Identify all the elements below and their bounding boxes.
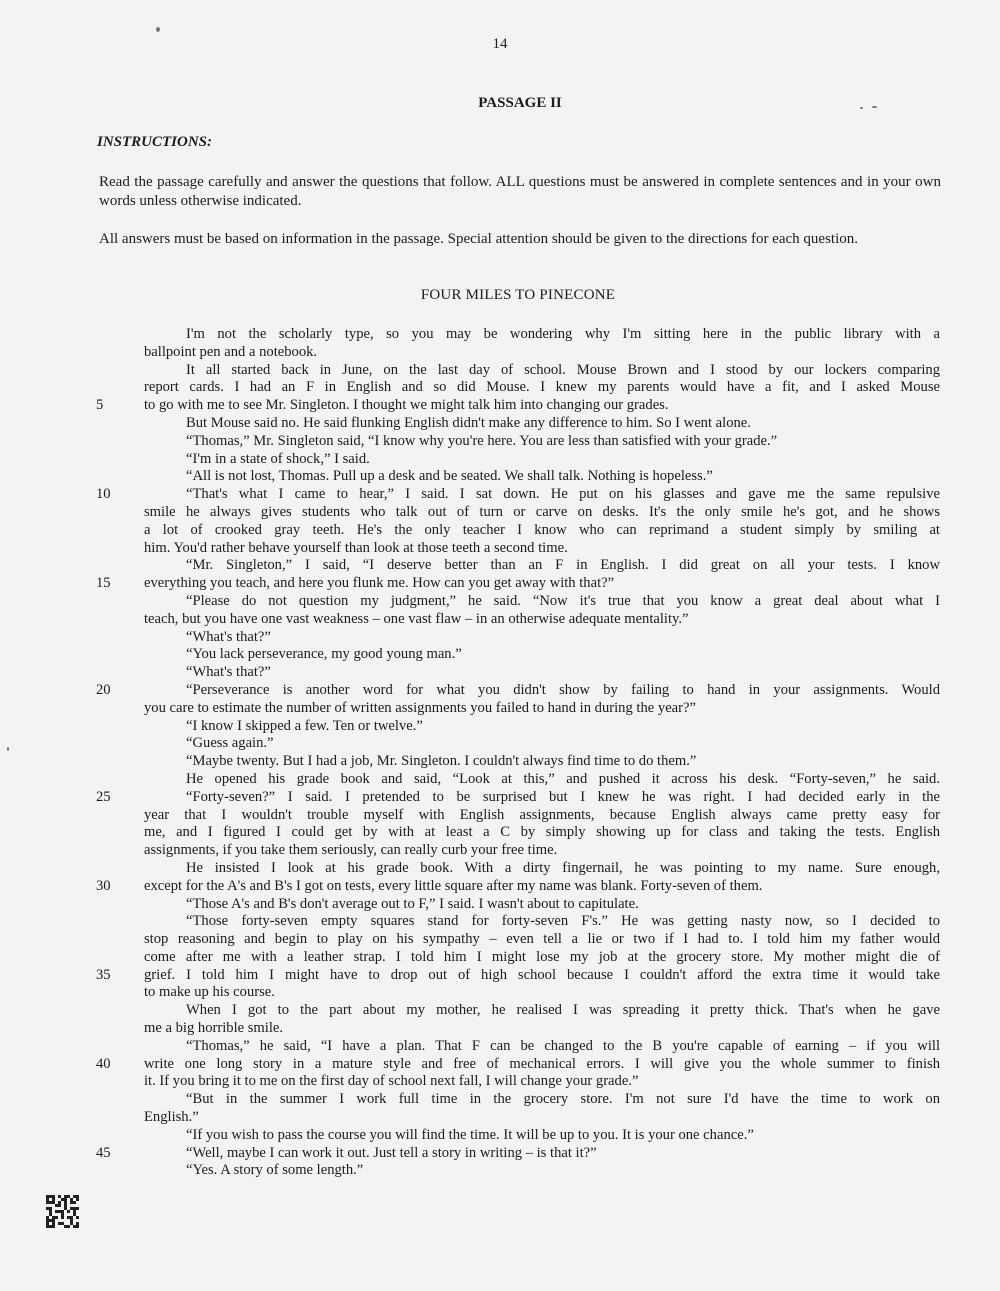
story-line: “Well, maybe I can work it out. Just tell a story in writing – is that it?” — [186, 1144, 597, 1161]
line-number: 35 — [96, 966, 111, 983]
instructions-paragraph-2: All answers must be based on information in the passage. Special attention should be given to the directions for each question. — [99, 231, 858, 247]
story-line: to go with me to see Mr. Singleton. I thought we might talk him into changing our grades. — [144, 397, 669, 414]
story-line: “I know I skipped a few. Ten or twelve.” — [186, 717, 423, 734]
story-line: except for the A's and B's I got on tests, every little square after my name was blank. Forty-seven of them. — [144, 877, 763, 894]
story-line: write one long story in a mature style and free of mechanical errors. I will give you the whole summer to finish — [144, 1055, 940, 1072]
story-line: “Those A's and B's don't average out to F,” I said. I wasn't about to capitulate. — [186, 895, 639, 912]
story-title: FOUR MILES TO PINECONE — [420, 287, 616, 303]
line-number: 5 — [96, 397, 104, 414]
line-number: 25 — [96, 788, 111, 805]
story-line: “Thomas,” he said, “I have a plan. That F can be changed to the B you're capable of earning – if you will — [186, 1037, 940, 1054]
line-number: 30 — [96, 877, 111, 894]
story-line: everything you teach, and here you flunk me. How can you get away with that?” — [144, 575, 615, 592]
story-line: “Forty-seven?” I said. I pretended to be surprised but I knew he was right. I had decided early in the — [186, 788, 940, 805]
story-line: “But in the summer I work full time in the grocery store. I'm not sure I'd have the time to work on — [186, 1091, 940, 1108]
story-line: ballpoint pen and a notebook. — [144, 343, 318, 360]
story-line: report cards. I had an F in English and so did Mouse. I knew my parents would have a fit, and I asked Mouse — [144, 379, 940, 396]
line-number: 15 — [96, 575, 111, 592]
line-number: 40 — [96, 1055, 111, 1072]
story-line: But Mouse said no. He said flunking English didn't make any difference to him. So I went alone. — [186, 414, 751, 431]
scan-speck — [156, 27, 160, 32]
story-line: it. If you bring it to me on the first day of school next fall, I will change your grade.” — [144, 1073, 639, 1090]
story-line: It all started back in June, on the last day of school. Mouse Brown and I stood by our lockers comparing — [186, 361, 940, 378]
story-line: grief. I told him I might have to drop out of high school because I couldn't afford the extra time it would take — [144, 966, 940, 983]
story-line: “What's that?” — [186, 664, 271, 681]
story-line: me, and I figured I could get by with at least a C by simply showing up for class and taking the tests. English — [144, 824, 940, 841]
story-line: “Maybe twenty. But I had a job, Mr. Singleton. I couldn't always find time to do them.” — [186, 753, 697, 770]
story-line: “Thomas,” Mr. Singleton said, “I know why you're here. You are less than satisfied with your grade.” — [186, 432, 778, 449]
story-text — [144, 326, 940, 1180]
story-line: me a big horrible smile. — [144, 1020, 284, 1037]
story-line: smile he always gives students who talk out of turn or carve on desks. It's the only smile he's got, and he shows — [144, 503, 940, 520]
story-line: When I got to the part about my mother, he realised I was spreading it pretty thick. That's when he gave — [186, 1002, 940, 1019]
story-line: assignments, if you take them seriously, can really curb your free time. — [144, 842, 558, 859]
story-line: “Mr. Singleton,” I said, “I deserve better than an F in English. I did great on all your tests. I know — [186, 557, 940, 574]
line-number: 20 — [96, 682, 111, 698]
story-line: “All is not lost, Thomas. Pull up a desk and be seated. We shall talk. Nothing is hopeless.” — [186, 468, 713, 485]
scan-speck — [860, 107, 863, 109]
scan-speck — [7, 747, 9, 751]
line-number: 45 — [96, 1144, 111, 1161]
story-line: “Please do not question my judgment,” he said. “Now it's true that you know a great deal about what I — [186, 592, 940, 609]
story-line: English.” — [144, 1109, 199, 1126]
story-line: “Perseverance is another word for what you didn't show by failing to hand in your assignments. Would — [186, 681, 940, 698]
story-line: He insisted I look at his grade book. With a dirty fingernail, he was pointing to my name. Sure enough, — [186, 859, 940, 876]
story-line: you care to estimate the number of written assignments you failed to hand in during the year?” — [144, 699, 696, 716]
story-line: him. You'd rather behave yourself than look at those teeth a second time. — [144, 539, 568, 556]
passage-heading: PASSAGE II — [478, 95, 562, 111]
story-line: “What's that?” — [186, 628, 271, 645]
instructions-paragraph-1: Read the passage carefully and answer the questions that follow. ALL questions must be answered in complete sentences and in your own words unless otherwise indicated. — [99, 174, 941, 209]
scan-speck — [872, 106, 877, 108]
story-line: He opened his grade book and said, “Look at this,” and pushed it across his desk. “Forty-seven,” he said. — [186, 770, 940, 787]
story-line: “I'm in a state of shock,” I said. — [186, 450, 370, 467]
story-line: “Guess again.” — [186, 735, 274, 752]
instructions-heading: INSTRUCTIONS: — [97, 134, 213, 150]
story-line: stop reasoning and begin to play on his sympathy – even tell a lie or two if I had to. I told him my father would — [144, 931, 940, 948]
story-line: to make up his course. — [144, 984, 275, 1001]
story-line: “Those forty-seven empty squares stand for forty-seven F's.” He was getting nasty now, so I decided to — [186, 913, 940, 930]
story-line: a lot of crooked gray teeth. He's the only teacher I know who can reprimand a student simply by smiling at — [144, 521, 940, 538]
qr-code-icon — [46, 1195, 79, 1228]
story-line: I'm not the scholarly type, so you may be wondering why I'm sitting here in the public library with a — [186, 326, 940, 342]
line-number: 10 — [96, 486, 111, 503]
story-line: “If you wish to pass the course you will find the time. It will be up to you. It is your one chance.” — [186, 1126, 754, 1143]
story-line: “That's what I came to hear,” I said. I sat down. He put on his glasses and gave me the same repulsive — [186, 486, 940, 503]
story-line: “Yes. A story of some length.” — [186, 1162, 364, 1179]
story-line: year that I wouldn't trouble myself with English assignments, because English always came pretty easy for — [144, 806, 940, 823]
story-line: come after me with a leather strap. I told him I might lose my job at the grocery store. My mother might die of — [144, 948, 940, 965]
story-line: “You lack perseverance, my good young man.” — [186, 646, 462, 663]
page-number: 14 — [492, 36, 508, 52]
story-line: teach, but you have one vast weakness – one vast flaw – in an otherwise adequate mentality.” — [144, 610, 689, 627]
